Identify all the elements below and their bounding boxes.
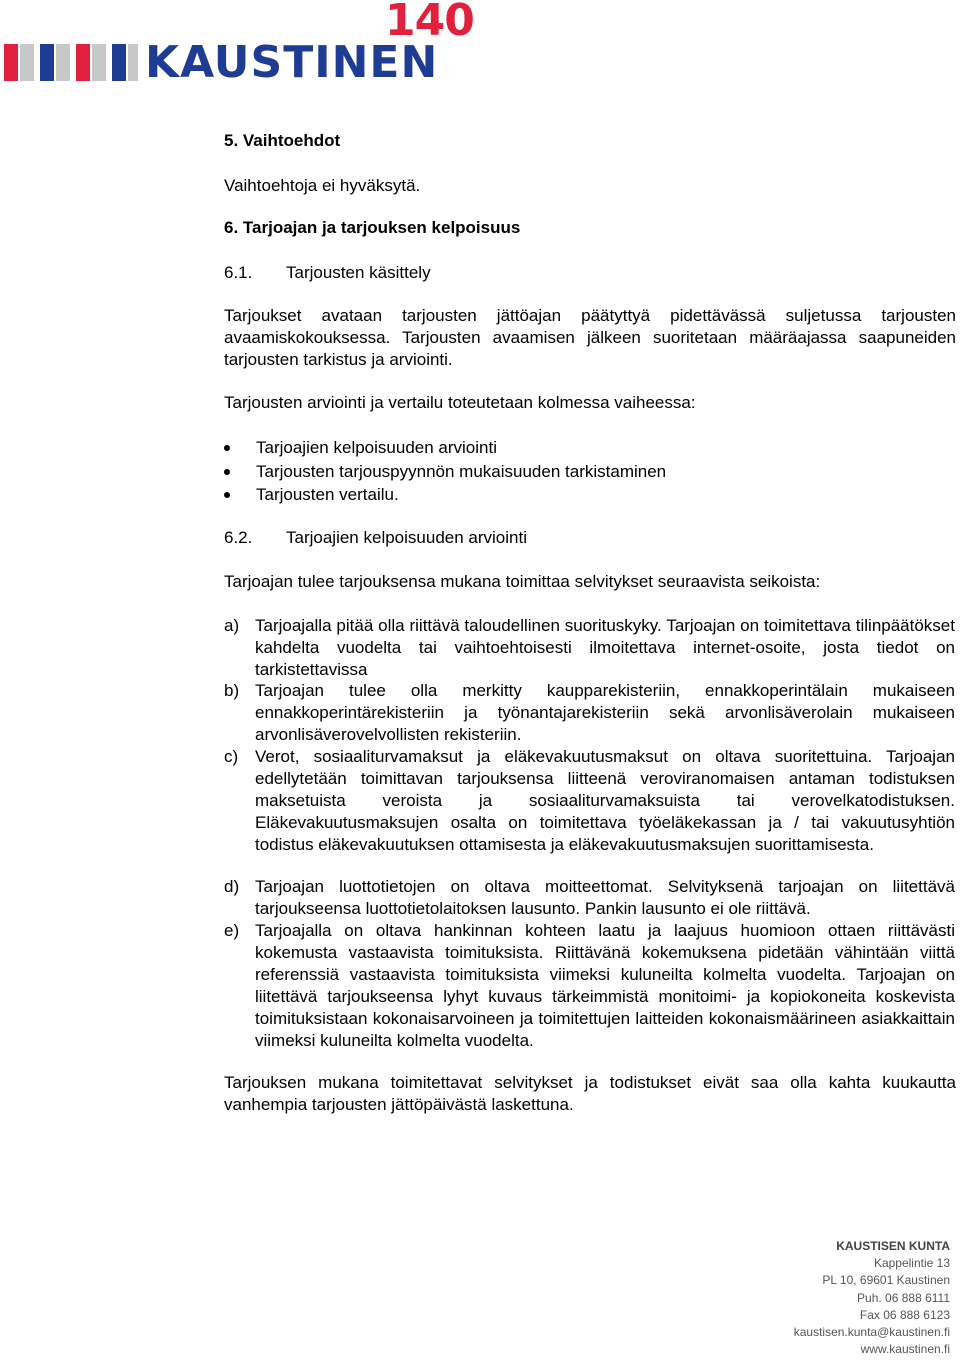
section-6-1-number: 6.1. — [224, 263, 253, 282]
logo-stripe-grey — [20, 44, 34, 81]
list-item-label: c) — [224, 747, 239, 766]
list-item-text: Verot, sosiaaliturvamaksut ja eläkevakuutusmaksut on oltava suoritettuina. Tarjoajan edellytetään toimittavan tarjouksensa liitteenä veroviranomaisen antaman todistuksen maksetuista veroista ja sosiaaliturvamaksuista tai verovelkatodistuksen. Eläkevakuutusmaksujen osalta on toimitettava työeläkekassan ja / tai vakuutusyhtiön todistus eläkevakuutuksen ottamisesta ja eläkevakuutusmaksujen suorittamisesta. — [255, 747, 955, 854]
footer-contact — [730, 1238, 950, 1358]
footer-fax: Fax 06 888 6123 — [859, 1307, 950, 1322]
section-5-heading: 5. Vaihtoehdot — [224, 131, 341, 150]
footer-website[interactable]: www.kaustinen.fi — [860, 1342, 950, 1357]
logo-stripe-grey — [56, 44, 70, 81]
footer-postal: PL 10, 69601 Kaustinen — [822, 1273, 950, 1288]
footer-email[interactable]: kaustisen.kunta@kaustinen.fi — [793, 1325, 950, 1340]
section-6-2-number: 6.2. — [224, 528, 253, 547]
logo-stripe-grey — [128, 44, 138, 81]
bullet-item: Tarjoajien kelpoisuuden arviointi — [256, 437, 956, 459]
bullet-item: Tarjousten tarjouspyynnön mukaisuuden tarkistaminen — [256, 461, 956, 483]
section-6-1-heading — [224, 262, 956, 284]
list-item-text: Tarjoajan tulee olla merkitty kaupparekisteriin, ennakkoperintälain mukaiseen ennakkoperintärekisteriin ja työnantajarekisteriin sekä arvonlisäverolain mukaiseen arvonlisäverovelvollisten rekisteriin. — [255, 681, 955, 744]
list-item-text: Tarjoajalla on oltava hankinnan kohteen laatu ja laajuus huomioon ottaen riittävästi kokemusta vastaavista toimituksista. Riittävänä kokemuksena pidetään vähintään viittä referenssiä vastaavista toimituksista viimeksi kuluneilta kolmelta vuodelta. Tarjoajan on liitettävä tarjoukseensa lyhyt kuvaus tärkeimmistä monitoimi- ja kopiokoneita koskevista toimituksistaan kokonaisarvoineen ja toimitettujen laitteiden kokonaismäärineen asiakkaittain viimeksi kuluneilta kolmelta vuodelta. — [255, 921, 955, 1050]
list-item-text: Tarjoajan luottotietojen on oltava moitteettomat. Selvityksenä tarjoajan on liitettävä tarjoukseensa luottotietolaitoksen lausunto. Pankin lausunto ei ole riittävä. — [255, 877, 955, 918]
logo-stripe-blue — [112, 44, 126, 81]
paragraph-opening: Tarjoukset avataan tarjousten jättöajan päätyttyä pidettävässä suljetussa tarjousten avaamiskokouksessa. Tarjousten avaamisen jälkeen suoritetaan määräajassa saapuneiden tarjousten tarkistus ja arviointi. — [224, 306, 956, 369]
paragraph-closing: Tarjouksen mukana toimitettavat selvitykset ja todistukset eivät saa olla kahta kuukautta vanhempia tarjousten jättöpäivästä laskettuna. — [224, 1073, 956, 1114]
footer-phone: Puh. 06 888 6111 — [857, 1290, 950, 1305]
logo-stripe-red — [76, 44, 90, 81]
list-item-text: Tarjoajalla pitää olla riittävä taloudellinen suorituskyky. Tarjoajan on toimitettava tilinpäätökset kahdelta vuodelta tai vaihtoehtoisesti ilmoitettava internet-osoite, josta tiedot on tarkistettavissa — [255, 616, 955, 679]
logo-wordmark: KAUSTINEN — [145, 37, 439, 88]
list-item-label: d) — [224, 877, 240, 896]
section-5-text: Vaihtoehtoja ei hyväksytä. — [224, 176, 421, 195]
logo-anniversary-number: 140 — [385, 0, 474, 46]
bullet-item: Tarjousten vertailu. — [256, 484, 956, 506]
list-item-label: e) — [224, 921, 240, 940]
logo-stripe-blue — [40, 44, 54, 81]
section-6-2-title: Tarjoajien kelpoisuuden arviointi — [286, 528, 527, 547]
section-6-1-title: Tarjousten käsittely — [286, 263, 431, 282]
paragraph-evaluation-intro: Tarjousten arviointi ja vertailu toteutetaan kolmessa vaiheessa: — [224, 393, 696, 412]
logo-stripe-red — [4, 44, 18, 81]
header-logo — [0, 0, 960, 100]
footer-org-name: KAUSTISEN KUNTA — [836, 1239, 950, 1253]
footer-street: Kappelintie 13 — [873, 1256, 950, 1271]
list-item-label: a) — [224, 616, 240, 635]
section-6-2-heading — [224, 527, 956, 549]
section-6-heading: 6. Tarjoajan ja tarjouksen kelpoisuus — [224, 218, 521, 237]
paragraph-requirements-intro: Tarjoajan tulee tarjouksensa mukana toimittaa selvitykset seuraavista seikoista: — [224, 572, 821, 591]
list-item-label: b) — [224, 681, 240, 700]
logo-stripe-grey — [92, 44, 106, 81]
